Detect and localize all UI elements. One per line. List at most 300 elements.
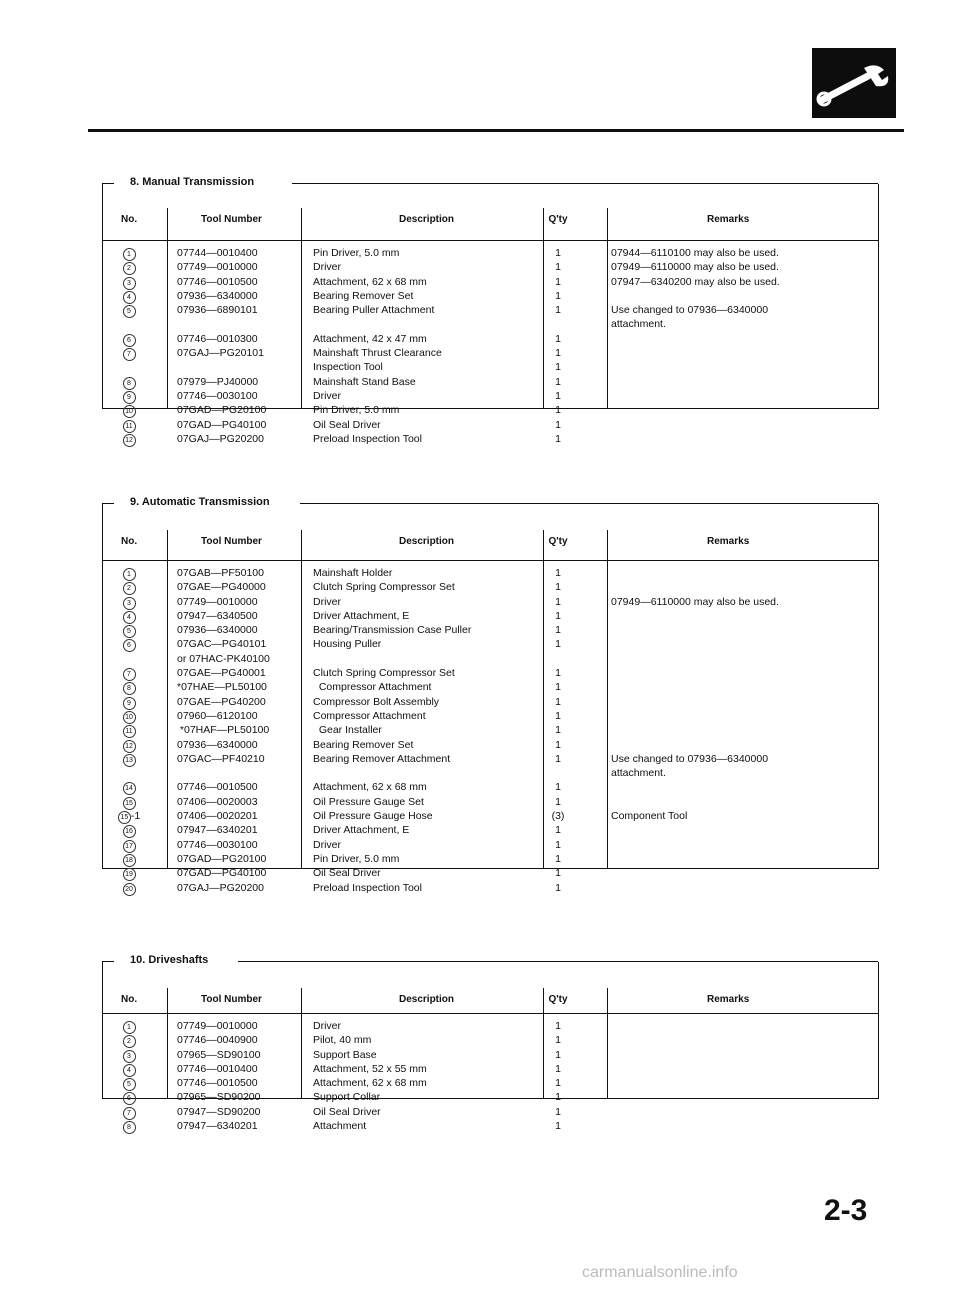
tool-description: Inspection Tool (313, 361, 383, 374)
row-number (109, 246, 149, 260)
tool-description: Housing Puller (313, 638, 382, 651)
tool-number: 07746—0040900 (177, 1034, 258, 1047)
row-number (109, 1119, 149, 1133)
circled-number-icon: 8 (123, 1121, 136, 1134)
row-number (109, 623, 149, 637)
column-desc (313, 1019, 427, 1133)
tool-number: 07746—0010500 (177, 781, 258, 794)
tool-description: Pin Driver, 5.0 mm (313, 852, 400, 865)
tool-description: Attachment, 62 x 68 mm (313, 781, 427, 794)
row-number (109, 566, 149, 580)
row-number (109, 303, 149, 317)
tool-qty: 1 (555, 752, 561, 765)
tool-description: Compressor Attachment (313, 681, 432, 694)
tool-qty: 1 (555, 404, 561, 417)
tool-remark: Component Tool (611, 810, 688, 823)
header-tool-number: Tool Number (201, 994, 262, 1005)
tool-qty: 1 (555, 1077, 561, 1090)
tool-number: *07HAE—PL50100 (177, 681, 267, 694)
tool-qty: 1 (555, 361, 561, 374)
tool-number: 07746—0030100 (177, 838, 258, 851)
tool-qty: 1 (555, 418, 561, 431)
tool-description: Bearing/Transmission Case Puller (313, 624, 472, 637)
tool-description: Driver Attachment, E (313, 609, 410, 622)
tool-description: Gear Installer (313, 724, 382, 737)
row-number (109, 275, 149, 289)
tool-remark: 07944—6110100 may also be used. (611, 247, 779, 259)
header-description: Description (399, 214, 455, 225)
circled-number-icon: 3 (123, 277, 136, 290)
row-number (109, 738, 149, 752)
header-remarks: Remarks (707, 994, 750, 1005)
section-10 (102, 954, 878, 1133)
tool-number: 07936—6340000 (177, 738, 258, 751)
tool-description: Oil Seal Driver (313, 418, 381, 431)
row-number (109, 317, 149, 331)
circled-number-icon: 12 (123, 434, 136, 447)
column-num (109, 566, 149, 895)
circled-number-icon: 7 (123, 1107, 136, 1120)
row-number (109, 823, 149, 837)
tool-description: Clutch Spring Compressor Set (313, 667, 455, 680)
row-number (109, 360, 149, 374)
tool-description: Bearing Remover Set (313, 289, 414, 302)
circled-number-icon: 7 (123, 348, 136, 361)
header-no: No. (121, 214, 138, 225)
column-tool (177, 246, 266, 446)
row-number (109, 652, 149, 666)
header-no: No. (121, 994, 138, 1005)
row-number (109, 881, 149, 895)
tool-qty: 1 (555, 1020, 561, 1032)
header-qty: Q'ty (548, 536, 568, 547)
tool-description: Clutch Spring Compressor Set (313, 581, 455, 594)
tool-qty: 1 (555, 1034, 561, 1047)
row-number (109, 752, 149, 766)
row-number (109, 580, 149, 594)
row-number (109, 1076, 149, 1090)
circled-number-icon: 3 (123, 1050, 136, 1063)
tool-table (102, 962, 879, 1133)
tool-description: Pin Driver, 5.0 mm (313, 247, 400, 259)
tool-qty: 1 (555, 275, 561, 288)
tool-number: 07GAC—PG40101 (177, 638, 267, 651)
header-qty: Q'ty (548, 994, 568, 1005)
tool-remark (611, 566, 779, 580)
tool-remark (611, 695, 779, 709)
column-qty (543, 246, 573, 446)
tool-number: 07GAD—PG20100 (177, 404, 267, 417)
tool-number: 07GAJ—PG20200 (177, 432, 264, 445)
tool-number: 07965—SD90200 (177, 1091, 261, 1104)
tool-description: Attachment, 62 x 68 mm (313, 275, 427, 288)
tool-qty (543, 317, 573, 331)
tool-description (313, 317, 442, 331)
tool-qty: 1 (555, 375, 561, 388)
row-number (109, 637, 149, 651)
circled-number-icon: 10 (123, 711, 136, 724)
circled-number-icon: 4 (123, 1064, 136, 1077)
circled-number-icon: 15 (118, 811, 131, 824)
tool-remark (611, 432, 780, 446)
tool-remark (611, 780, 779, 794)
tool-description: Oil Pressure Gauge Set (313, 795, 424, 808)
tool-qty: 1 (555, 332, 561, 345)
tool-remark (611, 389, 780, 403)
circled-number-icon: 2 (123, 1035, 136, 1048)
circled-number-icon: 11 (123, 725, 136, 738)
circled-number-icon: 5 (123, 625, 136, 638)
tool-qty: 1 (555, 1120, 561, 1133)
circled-number-icon: 20 (123, 883, 136, 896)
tool-remark: 07947—6340200 may also be used. (611, 275, 780, 288)
tool-number: 07GAJ—PG20200 (177, 881, 264, 894)
header-remarks: Remarks (707, 536, 750, 547)
tool-qty: 1 (555, 247, 561, 259)
tool-number: 07746—0010500 (177, 275, 258, 288)
section-title: 10. Driveshafts (130, 954, 214, 966)
section-title: 8. Manual Transmission (130, 176, 260, 188)
row-number (109, 1090, 149, 1104)
tool-remark (611, 795, 779, 809)
column-qty (543, 566, 573, 895)
column-remark (611, 566, 779, 895)
tool-number: 07749—0010000 (177, 261, 258, 274)
row-number (109, 695, 149, 709)
circled-number-icon: 18 (123, 854, 136, 867)
tool-qty: 1 (555, 781, 561, 794)
tool-number: 07406—0020003 (177, 795, 258, 808)
row-number (109, 1033, 149, 1047)
header-description: Description (399, 536, 455, 547)
tool-remark (611, 346, 780, 360)
circled-number-icon: 16 (123, 825, 136, 838)
tool-description (313, 766, 471, 780)
column-remark (611, 246, 780, 446)
row-number (109, 432, 149, 446)
tool-qty: 1 (555, 1048, 561, 1061)
tool-number: 07GAB—PF50100 (177, 567, 264, 579)
tool-qty: 1 (555, 638, 561, 651)
circled-number-icon: 7 (123, 668, 136, 681)
circled-number-icon: 10 (123, 405, 136, 418)
row-number (109, 852, 149, 866)
tool-qty: 1 (555, 709, 561, 722)
row-number (109, 289, 149, 303)
tool-remark (611, 580, 779, 594)
tool-qty: 1 (555, 1105, 561, 1118)
tool-remark (611, 866, 779, 880)
tool-number: *07HAF—PL50100 (177, 724, 270, 737)
tool-qty: 1 (555, 852, 561, 865)
tool-number: 07GAE—PG40001 (177, 667, 266, 680)
tool-remark: attachment. (611, 767, 666, 780)
tool-description: Preload Inspection Tool (313, 881, 422, 894)
tool-number: 07947—6340500 (177, 609, 258, 622)
row-number (109, 375, 149, 389)
tool-remark (611, 723, 779, 737)
tool-description: Bearing Remover Set (313, 738, 414, 751)
tool-remark (611, 360, 780, 374)
circled-number-icon: 3 (123, 597, 136, 610)
tool-remark (611, 652, 779, 666)
tool-description: Support Base (313, 1048, 377, 1061)
tool-qty: 1 (555, 1062, 561, 1075)
row-number (109, 866, 149, 880)
tool-number: 07749—0010000 (177, 595, 258, 608)
row-number (109, 1062, 149, 1076)
tool-qty: 1 (555, 838, 561, 851)
tool-number: 07947—SD90200 (177, 1105, 261, 1118)
tool-remark (611, 609, 779, 623)
row-number (109, 795, 149, 809)
tool-description: Driver (313, 1020, 341, 1032)
tool-description: Oil Seal Driver (313, 867, 381, 880)
tool-description: Bearing Remover Attachment (313, 752, 451, 765)
tool-description: Support Collar (313, 1091, 381, 1104)
tool-remark (611, 375, 780, 389)
tool-number: 07746—0010400 (177, 1062, 258, 1075)
tool-remark (611, 289, 780, 303)
tool-description: Bearing Puller Attachment (313, 304, 435, 317)
tool-remark: 07949—6110000 may also be used. (611, 595, 779, 608)
tool-remark (611, 623, 779, 637)
tool-qty: 1 (555, 261, 561, 274)
tool-qty (543, 652, 573, 666)
tool-description: Driver (313, 595, 341, 608)
tool-description: Attachment, 62 x 68 mm (313, 1077, 427, 1090)
tool-number: 07GAE—PG40000 (177, 581, 266, 594)
circled-number-icon: 9 (123, 391, 136, 404)
tool-number: 07GAD—PG20100 (177, 852, 267, 865)
circled-number-icon: 1 (123, 568, 136, 581)
tool-number: 07936—6890101 (177, 304, 258, 317)
row-number (109, 680, 149, 694)
tool-description: Attachment (313, 1120, 367, 1133)
tool-number: 07GAD—PG40100 (177, 418, 267, 431)
tool-remark (611, 881, 779, 895)
tool-number: 07GAC—PF40210 (177, 752, 265, 765)
tool-qty: 1 (555, 567, 561, 579)
tool-number: 07960—6120100 (177, 709, 258, 722)
row-number (109, 1048, 149, 1062)
tool-qty: 1 (555, 867, 561, 880)
header-qty: Q'ty (548, 214, 568, 225)
column-tool (177, 566, 270, 895)
tool-qty: 1 (555, 595, 561, 608)
tool-description: Mainshaft Stand Base (313, 375, 416, 388)
circled-number-icon: 1 (123, 1021, 136, 1034)
circled-number-icon: 14 (123, 782, 136, 795)
tool-qty: (3) (551, 810, 565, 823)
tool-description: Driver Attachment, E (313, 824, 410, 837)
tool-description: Driver (313, 389, 341, 402)
tool-remark (611, 852, 779, 866)
tool-description: Driver (313, 838, 341, 851)
row-number: 15 -1 (109, 809, 149, 823)
tool-description: Attachment, 42 x 47 mm (313, 332, 427, 345)
row-number (109, 609, 149, 623)
tool-description: Oil Pressure Gauge Hose (313, 810, 433, 823)
tool-remark (611, 332, 780, 346)
column-num (109, 1019, 149, 1133)
circled-number-icon: 5 (123, 1078, 136, 1091)
table-header (103, 208, 878, 230)
tool-remark (611, 823, 779, 837)
row-number (109, 766, 149, 780)
top-rule (88, 129, 904, 132)
watermark: carmanualsonline.info (582, 1264, 738, 1281)
circled-number-icon: 11 (123, 420, 136, 433)
column-tool (177, 1019, 260, 1133)
tool-description: Mainshaft Holder (313, 567, 393, 579)
tool-remark (611, 738, 779, 752)
tool-number: 07744—0010400 (177, 247, 258, 259)
tool-qty: 1 (555, 724, 561, 737)
header-description: Description (399, 994, 455, 1005)
circled-number-icon: 4 (123, 291, 136, 304)
table-header (103, 530, 878, 552)
circled-number-icon: 2 (123, 262, 136, 275)
column-num (109, 246, 149, 446)
circled-number-icon: 6 (123, 334, 136, 347)
table-header (103, 988, 878, 1010)
tool-qty: 1 (555, 1091, 561, 1104)
tool-number: 07749—0010000 (177, 1020, 258, 1032)
page-number: 2-3 (824, 1194, 868, 1227)
tool-number: 07936—6340000 (177, 289, 258, 302)
tool-remark (611, 680, 779, 694)
tool-number (177, 766, 270, 780)
tool-qty: 1 (555, 681, 561, 694)
column-desc (313, 246, 442, 446)
tool-description: Compressor Bolt Assembly (313, 695, 440, 708)
tool-remark: 07949—6110000 may also be used. (611, 261, 779, 274)
row-number (109, 723, 149, 737)
tool-qty: 1 (555, 289, 561, 302)
tool-table (102, 504, 879, 894)
row-number (109, 1105, 149, 1119)
row-number (109, 418, 149, 432)
tool-description (313, 652, 471, 666)
tool-number: 07965—SD90100 (177, 1048, 261, 1061)
tool-qty: 1 (555, 738, 561, 751)
tool-qty: 1 (555, 389, 561, 402)
circled-number-icon: 15 (123, 797, 136, 810)
circled-number-icon: 17 (123, 840, 136, 853)
row-number (109, 332, 149, 346)
section-9 (102, 496, 878, 894)
tool-remark: attachment. (611, 318, 666, 331)
tool-qty (543, 766, 573, 780)
tool-remark (611, 418, 780, 432)
tool-qty: 1 (555, 667, 561, 680)
tool-description: Mainshaft Thrust Clearance (313, 347, 442, 360)
tool-description: Preload Inspection Tool (313, 432, 422, 445)
tool-qty: 1 (555, 304, 561, 317)
tool-description: Pilot, 40 mm (313, 1034, 372, 1047)
circled-number-icon: 1 (123, 248, 136, 261)
column-qty (543, 1019, 573, 1133)
row-number (109, 838, 149, 852)
tool-number: 07406—0020201 (177, 810, 258, 823)
tool-number: 07947—6340201 (177, 824, 258, 837)
wrench-icon (812, 48, 896, 118)
circled-number-icon: 2 (123, 582, 136, 595)
circled-number-icon: 6 (123, 639, 136, 652)
tool-number: 07979—PJ40000 (177, 375, 259, 388)
tool-description: Driver (313, 261, 341, 274)
circled-number-icon: 6 (123, 1092, 136, 1105)
tool-description: Compressor Attachment (313, 709, 426, 722)
column-desc (313, 566, 471, 895)
tool-number (177, 360, 266, 374)
row-number (109, 709, 149, 723)
row-number (109, 1019, 149, 1033)
section-8 (102, 176, 878, 445)
circled-number-icon: 12 (123, 740, 136, 753)
tool-qty: 1 (555, 795, 561, 808)
circled-number-icon: 8 (123, 682, 136, 695)
tool-description: Pin Driver, 5.0 mm (313, 404, 400, 417)
tool-number (177, 317, 266, 331)
tool-number: 07746—0010300 (177, 332, 258, 345)
tool-qty: 1 (555, 624, 561, 637)
header-tool-number: Tool Number (201, 536, 262, 547)
tool-number: 07GAJ—PG20101 (177, 347, 264, 360)
row-number (109, 403, 149, 417)
row-number (109, 346, 149, 360)
tool-table (102, 184, 879, 445)
tool-qty: 1 (555, 609, 561, 622)
row-number (109, 780, 149, 794)
tool-qty: 1 (555, 695, 561, 708)
tool-remark (611, 637, 779, 651)
tool-description: Attachment, 52 x 55 mm (313, 1062, 427, 1075)
tool-remark (611, 709, 779, 723)
tool-description: Oil Seal Driver (313, 1105, 381, 1118)
tool-number: 07GAD—PG40100 (177, 867, 267, 880)
circled-number-icon: 8 (123, 377, 136, 390)
circled-number-icon: 5 (123, 305, 136, 318)
tool-remark (611, 838, 779, 852)
header-no: No. (121, 536, 138, 547)
row-number (109, 666, 149, 680)
tool-qty: 1 (555, 881, 561, 894)
tool-number: 07746—0010500 (177, 1077, 258, 1090)
circled-number-icon: 13 (123, 754, 136, 767)
header-remarks: Remarks (707, 214, 750, 225)
row-number (109, 595, 149, 609)
tool-remark (611, 666, 779, 680)
header-tool-number: Tool Number (201, 214, 262, 225)
tool-qty: 1 (555, 432, 561, 445)
tool-number: 07746—0030100 (177, 389, 258, 402)
circled-number-icon: 4 (123, 611, 136, 624)
tool-remark: Use changed to 07936—6340000 (611, 752, 769, 765)
section-title: 9. Automatic Transmission (130, 496, 276, 508)
tool-qty: 1 (555, 347, 561, 360)
tool-number: or 07HAC-PK40100 (177, 652, 270, 665)
tool-number: 07GAE—PG40200 (177, 695, 266, 708)
row-number (109, 389, 149, 403)
row-number (109, 260, 149, 274)
tool-remark: Use changed to 07936—6340000 (611, 304, 769, 317)
tool-number: 07936—6340000 (177, 624, 258, 637)
circled-number-icon: 19 (123, 868, 136, 881)
tool-qty: 1 (555, 581, 561, 594)
circled-number-icon: 9 (123, 697, 136, 710)
